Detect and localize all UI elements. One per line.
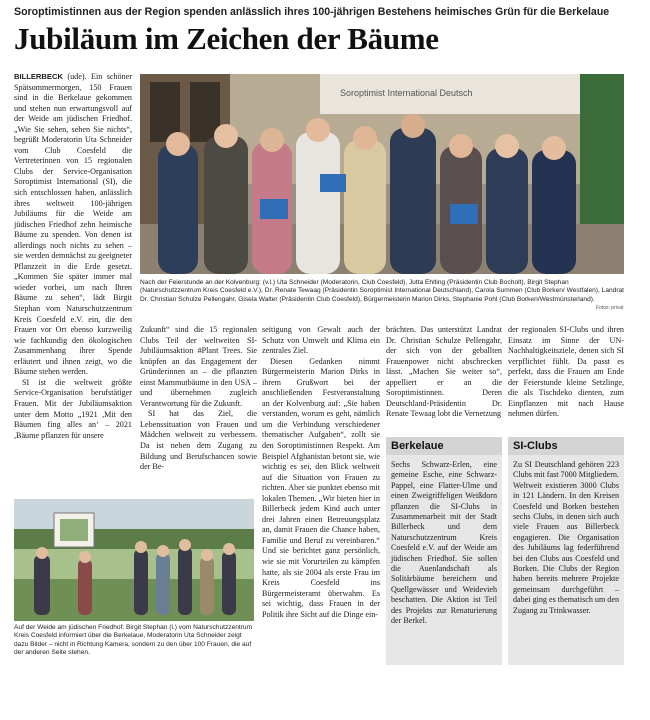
photo-credit: Fotos: privat (596, 305, 624, 311)
dateline: BILLERBECK (14, 72, 63, 81)
sidebar-berkelaue-title: Berkelaue (386, 437, 502, 455)
group-photo (140, 74, 624, 274)
column-2-p2: SI hat das Ziel, die Lebenssituation von Frauen und Mädchen weltweit zu verbessern. Da ist neben dem Zugang zu Bildung und Berufschancen sowie der Be- (140, 409, 257, 472)
column-5 (508, 325, 624, 429)
sidebar-si-clubs-title: SI-Clubs (508, 437, 624, 455)
column-4 (386, 325, 502, 429)
column-3-p1: seitigung von Gewalt auch der Schutz von Umwelt und Klima ein zentrales Ziel. (262, 325, 380, 356)
column-2 (140, 325, 257, 475)
sidebar-berkelaue-text: Sechs Schwarz-Erlen, eine gemeine Esche, eine Schwarz-Pappel, eine Flatter-Ulme und einen Zweigriffeligen Weißdorn pflanzen die SI-Clubs in Zusammenarbeit mit der Stadt Billerbeck und dem Naturschutzzentrum Kreis Coesfeld e.V. auf der Weide am jüdischen Friedhof. Sie sollen die Auenlandschaft als Solitärbäume bereichern und Quellgewässer und Weidevieh beschatten. Die Aktion ist Teil des Projekts zur Renaturierung der Berkel. (391, 460, 497, 626)
lead-text: (ude). Ein schöner Spätsommermorgen, 150 Frauen sind in die Berkelaue gekommen und stehen nun erwartungsvoll auf der Weide am jüdischen Friedhof. „Wie Sie sehen, sehen Sie nichts“, begrüßt Moderatorin Uta Schneider vom Club Coesfeld die Vertreterinnen von 15 regionalen Clubs der Service-Organisation Soroptimist International (SI), die sich entschlossen haben, anlässlich ihres weltweit 100-jährigen Jubiläums für die Weide am jüdischen Friedhof zehn heimische Bäume zu spenden. Von denen ist allerdings noch nichts zu sehen – sie werden demnächst zu geeigneter Pflanzzeit in die Erde gesetzt. „Kommen Sie später immer mal wieder vorbei, um nach Ihren Bäume zu sehen“, lädt Birgit Stephan vom Naturschutzzentrum Kreis Coesfeld e.V. ein, die den Frauen vor Ort ebenso kurzweilig wie fachkundig den ökologischen Zusammenhang ihrer Spende erläutert und ihnen zeigt, wo die Bäume stehen werden. (14, 72, 132, 377)
column-5-p1: der regionalen SI-Clubs und ihren Einsatz im Sinne der UN-Nachhaltigkeitsziele, denen sich SI verpflichtet fühlt. Da passt es perfekt, dass die Frauen am Ende der Feierstunde kleine Setzlinge, die als Tischdeko dienten, zum Einpflanzen mit nach Hause nehmen dürfen. (508, 325, 624, 419)
column-1 (14, 72, 132, 460)
sidebar-berkelaue (386, 437, 502, 665)
headline: Jubiläum im Zeichen der Bäume (14, 21, 439, 56)
sidebar-si-clubs (508, 437, 624, 665)
column-3 (262, 325, 380, 665)
column-4-p1: brächten. Das unterstützt Landrat Dr. Christian Schulze Pellengahr, der sich von der geballten Frauenpower nicht abschrecken lässt. „Machen Sie weiter so“, appelliert er an die Soroptimistinnen. Deren Deutschland-Präsidentin Dr. Renate Tewaag lobt die Vernetzung (386, 325, 502, 419)
meadow-photo (14, 499, 254, 621)
sidebar-si-clubs-text: Zu SI Deutschland gehören 223 Clubs mit fast 7000 Mitgliedern. Weltweit existieren 3000 Clubs in 121 Ländern. In den Kreisen Coesfeld und Borken bestehen sechs Clubs, in denen sich auch viele Frauen aus Billerbeck engagieren. Die Organisation des Jubiläums lag federführend bei den Clubs aus Coesfeld und Borken. Die Clubs der Region haben bereits mehrere Projekte gemeinsam durchgeführt – dabei ging es thematisch um den Zugang zu Trinkwasser. (513, 460, 619, 615)
column-3-p2: Diesen Gedanken nimmt Bürgermeisterin Marion Dirks in ihrem Grußwort bei der anschließenden Festveranstaltung an der Kolvenburg auf: „Sie haben verstanden, worum es geht, nämlich um die Verbindung verschiedener thematischer Aufgaben“, zollt sie den Soroptimistinnen Respekt. Am Beispiel Afghanistan betont sie, wie wichtig es sei, den Blick weltweit auf die Situation von Frauen zu richten. Aber sie punktet ebenso mit lokalen Themen. „Wir bieten hier in Billerbeck jedem Kind auch unter drei Jahren einen Betreuungsplatz an, damit Frauen die Chance haben, Familie und Beruf zu vereinbaren.“ Und sie berichtet ganz persönlich, wie sie mit Vorurteilen zu kämpfen hatte, als sie 2004 als erste Frau im Kreis Coesfeld ins Bürgermeisteramt überwahm. Es sei wichtig, dass Frauen in der Politik ihre Sicht auf die Dinge ein- (262, 356, 380, 619)
banner-text: Soroptimist International Deutsch (340, 88, 473, 98)
paragraph-si: SI ist die weltweit größte Service-Organisation berufstätiger Frauen. Mit der Jubiläumsaktion unter dem Motto „1921 ,Mit den Bäumen fing alles an‘ – 2021 ,Bäume pflanzen für unsere (14, 377, 132, 440)
meadow-photo-caption: Auf der Weide am jüdischen Friedhof: Birgit Stephan (l.) vom Naturschutzzentrum Kreis Coesfeld informiert über die Berkelaue, Moderatorin Uta Schneider zeigt dazu Bilder – nicht in Richtung Kamera, sondern zu den über 100 Frauen, die auf der anderen Seite stehen. (14, 624, 253, 657)
column-2-p1: Zukunft“ sind die 15 regionalen Clubs Teil der weltweiten SI-Jubiläumsaktion #Plant Trees. Sie knüpfen an das Engagement der Gründerinnen an – die pflanzten einst Mammutbäume in den USA – und übernehmen zugleich Verantwortung für die Zukunft. (140, 325, 257, 408)
kicker: Soroptimistinnen aus der Region spenden anlässlich ihres 100-jährigen Bestehens heimisches Grün für die Berkelaue (14, 6, 610, 18)
main-photo-caption: Nach der Feierstunde an der Kolvenburg: (v.l.) Uta Schneider (Moderatorin, Club Coesfeld), Jutta Ehlting (Präsidentin Club Bocholt), Birgit Stephan (Naturschutzzentrum Kreis Coesfeld e.V.), Dr. Renate Tewaag (Präsidentin Soroptimist International Deutschland), Carola Summen (Club Borken/ Westfalen), Landrat Dr. Christian Schulze Pellengahr, Gisela Walter (Präsidentin Club Coesfeld), Bürgermeisterin Marion Dirks, Stephanie Pohl (Club Borken/Westmünsterland). (140, 279, 625, 303)
